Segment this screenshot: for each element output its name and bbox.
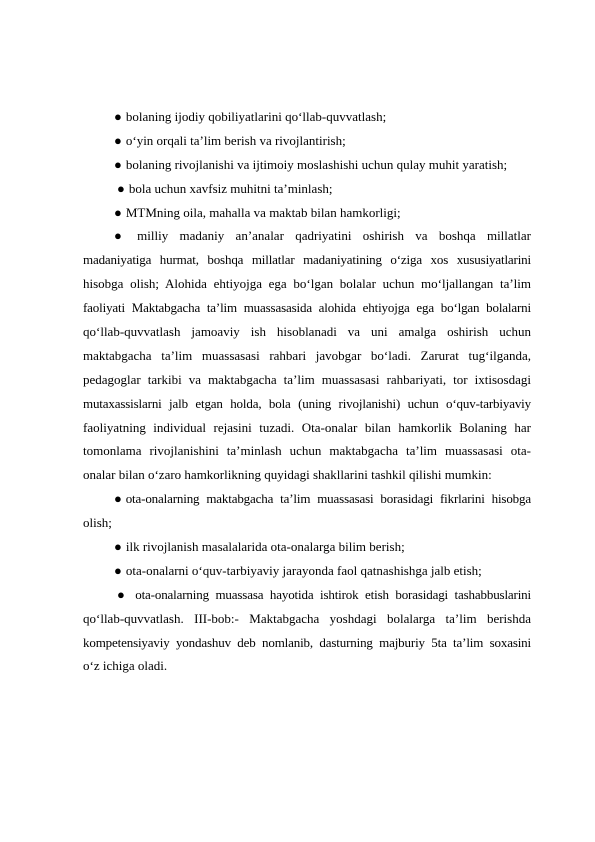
- paragraph-line: madaniyatiga hurmat, boshqa millatlar madaniyatining o‘ziga xos xususiyatlarini: [83, 252, 531, 268]
- paragraph-line: ● milliy madaniy an’analar qadriyatini oshirish va boshqa millatlar: [83, 224, 531, 248]
- paragraph-line: faoliyati Maktabgacha ta’lim muassasasida alohida ehtiyojga ega bo‘lgan bolalarni: [83, 300, 531, 316]
- list-item: ● MTMning oila, mahalla va maktab bilan hamkorligi;: [83, 201, 531, 225]
- bullet-icon: ●: [114, 539, 122, 555]
- paragraph-line: maktabgacha ta’lim muassasasi rahbari javobgar bo‘ladi. Zarurat tug‘ilganda,: [83, 347, 531, 363]
- bullet-icon: ●: [114, 156, 122, 172]
- list-item: ● bola uchun xavfsiz muhitni ta’minlash;: [83, 177, 531, 201]
- list-item-line: kompetensiyaviy yondashuv deb nomlanib, dasturning majburiy 5ta ta’lim soxasini: [83, 634, 531, 650]
- list-item: ● bolaning ijodiy qobiliyatlarini qo‘llab-quvvatlash;: [83, 105, 531, 129]
- list-item: ● ilk rivojlanish masalalarida ota-onalarga bilim berish;: [83, 535, 531, 559]
- list-item-continuation: olish;: [83, 515, 112, 531]
- bullet-icon: ●: [114, 109, 122, 124]
- paragraph: [83, 224, 531, 487]
- list-item-line: o‘z ichiga oladi.: [83, 658, 168, 674]
- list-item: [83, 583, 531, 679]
- list-item: ● ota-onalarni o‘quv-tarbiyaviy jarayonda faol qatnashishga jalb etish;: [83, 559, 531, 583]
- paragraph-line: onalar bilan o‘zaro hamkorlikning quyidagi shakllarini tashkil qilishi mumkin:: [83, 467, 492, 483]
- bullet-icon: ●: [117, 180, 125, 196]
- bullet-icon: ●: [114, 132, 122, 148]
- list-item-line: ● ota-onalarning muassasa hayotida ishtirok etish borasidagi tashabbuslarini: [83, 583, 531, 607]
- list-item: ● bolaning rivojlanishi va ijtimoiy moslashishi uchun qulay muhit yaratish;: [83, 153, 531, 177]
- paragraph-line: faoliyatning individual rejasini tuzadi. Ota-onalar bilan hamkorlik Bolaning har: [83, 419, 531, 435]
- bullet-icon: ●: [114, 562, 122, 578]
- bullet-icon: ●: [114, 491, 122, 507]
- paragraph-line: hisobga olish; Alohida ehtiyojga ega bo‘lgan bolalar uchun mo‘ljallangan ta’lim: [83, 276, 531, 292]
- paragraph-line: tomonlama rivojlanishini ta’minlash uchun maktabgacha ta’lim muassasasi ota-: [83, 443, 531, 459]
- list-item-line: qo‘llab-quvvatlash. III-bob:- Maktabgacha yoshdagi bolalarga ta’lim berishda: [83, 610, 531, 626]
- paragraph-line: pedagoglar tarkibi va maktabgacha ta’lim muassasasi rahbariyati, tor ixtisosdagi: [83, 371, 531, 387]
- paragraph-line: qo‘llab-quvvatlash jamoaviy ish hisoblanadi va uni amalga oshirish uchun: [83, 324, 531, 340]
- list-item: ● ota-onalarning maktabgacha ta’lim muassasasi borasidagi fikrlarini hisobga: [83, 487, 531, 511]
- paragraph-line: mutaxassislarni jalb etgan holda, bola (uning rivojlanishi) uchun o‘quv-tarbiyaviy: [83, 395, 531, 411]
- bullet-icon: ●: [117, 586, 125, 602]
- bullet-icon: ●: [114, 228, 122, 244]
- document-body: [83, 105, 531, 678]
- bullet-icon: ●: [114, 204, 122, 220]
- list-item: ● o‘yin orqali ta’lim berish va rivojlantirish;: [83, 129, 531, 153]
